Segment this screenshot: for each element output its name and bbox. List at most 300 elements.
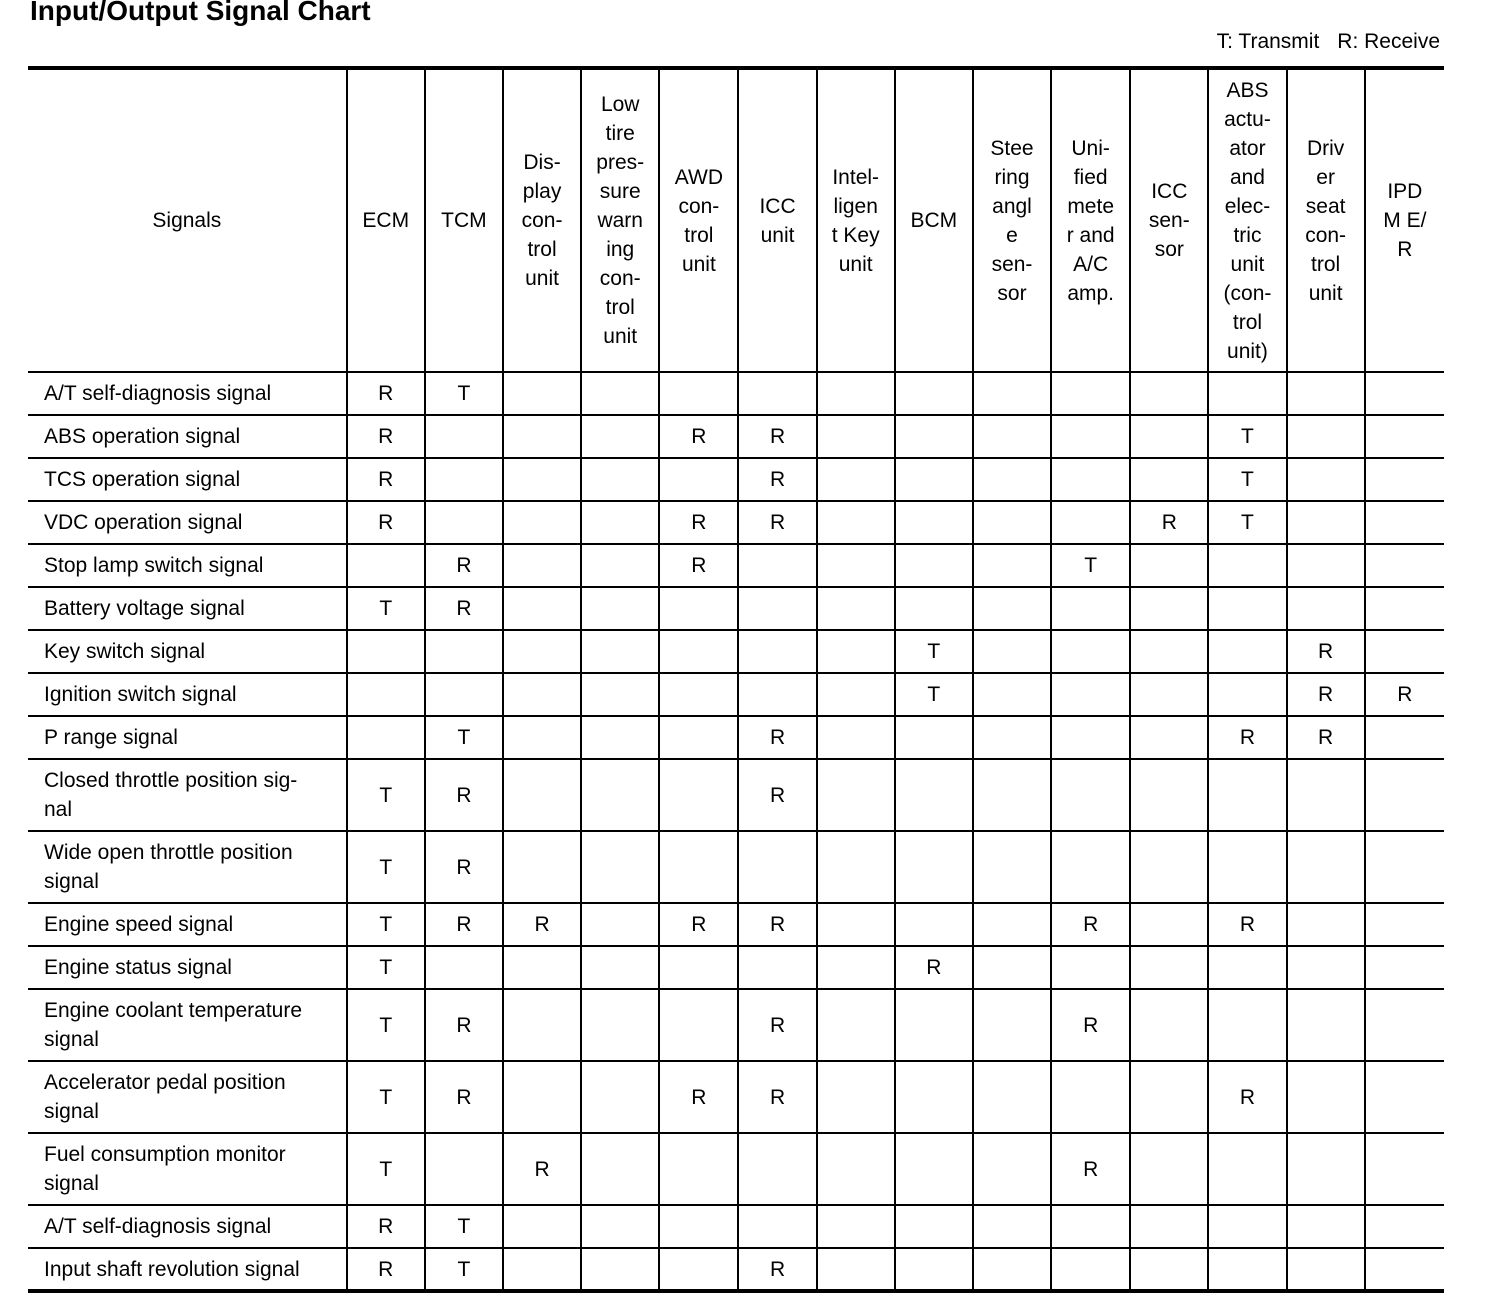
table-row	[28, 415, 1444, 458]
signal-cell	[973, 458, 1051, 501]
signal-cell	[581, 501, 659, 544]
signal-name: Input shaft revolution signal	[28, 1248, 347, 1291]
signal-cell	[895, 716, 973, 759]
signal-cell	[659, 1248, 738, 1291]
signal-cell: R	[503, 1133, 581, 1205]
signal-cell	[895, 1205, 973, 1248]
signal-name: Engine status signal	[28, 946, 347, 989]
signal-chart-table	[28, 66, 1444, 1293]
column-header-label: ABS actu- ator and elec- tric unit (con- trol unit)	[1223, 78, 1272, 363]
signal-cell	[895, 1248, 973, 1291]
table-row	[28, 501, 1444, 544]
signal-cell	[973, 716, 1051, 759]
signal-cell	[973, 903, 1051, 946]
signal-cell	[1130, 415, 1208, 458]
signal-cell	[817, 989, 895, 1061]
signal-cell	[1365, 1061, 1444, 1133]
signal-cell	[1287, 989, 1365, 1061]
signal-cell	[1051, 501, 1130, 544]
column-header	[973, 68, 1051, 372]
signal-cell	[1208, 587, 1286, 630]
signal-cell	[503, 759, 581, 831]
signal-cell	[817, 903, 895, 946]
signal-cell	[1365, 372, 1444, 415]
signal-cell	[817, 831, 895, 903]
signal-cell	[1130, 1061, 1208, 1133]
signal-cell: R	[347, 372, 425, 415]
signal-cell	[1287, 501, 1365, 544]
signal-cell	[1208, 946, 1286, 989]
signal-cell	[503, 630, 581, 673]
signal-cell	[581, 716, 659, 759]
signal-cell: T	[347, 1133, 425, 1205]
signal-cell	[895, 372, 973, 415]
signal-cell	[1208, 1205, 1286, 1248]
column-header	[347, 68, 425, 372]
signal-cell	[1130, 1205, 1208, 1248]
legend-transmit: T: Transmit	[1216, 30, 1320, 53]
signal-cell	[1130, 372, 1208, 415]
signal-cell	[659, 759, 738, 831]
signal-cell	[1051, 716, 1130, 759]
signal-cell	[347, 630, 425, 673]
signal-cell	[503, 415, 581, 458]
signal-cell	[895, 759, 973, 831]
signal-cell	[895, 544, 973, 587]
table-row	[28, 903, 1444, 946]
signal-cell: T	[347, 1061, 425, 1133]
table-row	[28, 587, 1444, 630]
signal-cell	[973, 544, 1051, 587]
signal-cell	[503, 673, 581, 716]
signal-cell	[895, 587, 973, 630]
column-header	[817, 68, 895, 372]
signal-cell: R	[659, 903, 738, 946]
signal-cell	[1208, 759, 1286, 831]
signal-cell	[817, 458, 895, 501]
signal-cell	[973, 831, 1051, 903]
signal-name: Wide open throttle position signal	[28, 831, 347, 903]
signal-cell	[659, 1133, 738, 1205]
column-header	[425, 68, 503, 372]
signal-cell	[659, 458, 738, 501]
signal-cell	[1287, 759, 1365, 831]
signal-cell: R	[738, 1061, 816, 1133]
signal-name: A/T self-diagnosis signal	[28, 1205, 347, 1248]
signal-cell: R	[425, 587, 503, 630]
signal-cell	[1130, 831, 1208, 903]
signal-cell: R	[659, 544, 738, 587]
signal-cell	[1287, 458, 1365, 501]
signal-cell	[1051, 946, 1130, 989]
signal-cell	[738, 1205, 816, 1248]
signal-cell: R	[1287, 716, 1365, 759]
signal-cell	[973, 587, 1051, 630]
signal-cell	[1051, 673, 1130, 716]
signal-cell	[1287, 415, 1365, 458]
signal-name: P range signal	[28, 716, 347, 759]
signal-cell	[659, 587, 738, 630]
signal-cell	[895, 903, 973, 946]
signal-cell: R	[659, 1061, 738, 1133]
signal-cell: R	[738, 1248, 816, 1291]
legend-receive: R: Receive	[1337, 30, 1440, 53]
signal-cell	[973, 673, 1051, 716]
signal-cell: R	[347, 1205, 425, 1248]
signal-cell	[503, 989, 581, 1061]
signal-cell: R	[1051, 989, 1130, 1061]
signal-cell	[659, 1205, 738, 1248]
signal-cell: T	[425, 716, 503, 759]
signal-cell	[659, 372, 738, 415]
signal-cell: T	[425, 1248, 503, 1291]
signal-cell	[895, 831, 973, 903]
signal-cell	[1287, 1133, 1365, 1205]
signal-cell	[1051, 1061, 1130, 1133]
column-header	[1208, 68, 1286, 372]
signal-cell	[1130, 759, 1208, 831]
signal-cell	[895, 501, 973, 544]
signal-cell	[1130, 630, 1208, 673]
signal-cell	[1130, 673, 1208, 716]
signal-cell	[503, 716, 581, 759]
signal-cell	[581, 1205, 659, 1248]
signal-cell: R	[425, 831, 503, 903]
signal-cell	[817, 673, 895, 716]
signal-cell	[817, 1133, 895, 1205]
signal-cell	[503, 1061, 581, 1133]
signal-cell: R	[347, 501, 425, 544]
signal-cell	[1051, 759, 1130, 831]
table-row	[28, 1133, 1444, 1205]
signal-cell: R	[738, 759, 816, 831]
signal-name: Ignition switch signal	[28, 673, 347, 716]
column-header-label: TCM	[441, 209, 487, 232]
table-row	[28, 946, 1444, 989]
column-header-label: Low tire pres- sure warn ing con- trol unit	[596, 93, 645, 348]
signal-cell	[1365, 903, 1444, 946]
signal-cell	[659, 946, 738, 989]
signal-name: Stop lamp switch signal	[28, 544, 347, 587]
signal-cell	[425, 946, 503, 989]
signal-cell: R	[659, 501, 738, 544]
signal-cell	[738, 946, 816, 989]
column-header	[1365, 68, 1444, 372]
signal-cell: R	[425, 544, 503, 587]
column-header	[895, 68, 973, 372]
column-header	[659, 68, 738, 372]
signal-cell	[581, 1248, 659, 1291]
signal-cell	[659, 716, 738, 759]
signal-cell: R	[1208, 716, 1286, 759]
signal-cell	[1051, 415, 1130, 458]
signal-cell	[1208, 673, 1286, 716]
signal-cell	[1287, 1061, 1365, 1133]
signal-cell	[738, 587, 816, 630]
signal-cell	[817, 544, 895, 587]
signal-cell	[1208, 989, 1286, 1061]
signal-cell	[738, 544, 816, 587]
signal-cell: R	[1051, 903, 1130, 946]
signal-cell: R	[425, 903, 503, 946]
signal-cell	[1130, 989, 1208, 1061]
signal-cell	[503, 372, 581, 415]
column-header-label: Intel- ligen t Key unit	[831, 165, 880, 276]
signal-cell	[817, 630, 895, 673]
signal-cell: R	[1208, 903, 1286, 946]
signal-cell	[503, 946, 581, 989]
signal-cell	[1130, 716, 1208, 759]
signal-name: TCS operation signal	[28, 458, 347, 501]
page-title: Input/Output Signal Chart	[30, 0, 371, 26]
signal-cell: T	[347, 903, 425, 946]
signal-cell	[1365, 544, 1444, 587]
signal-cell	[1365, 415, 1444, 458]
signal-cell	[1287, 587, 1365, 630]
signal-cell: R	[738, 989, 816, 1061]
signal-cell	[1130, 903, 1208, 946]
column-header	[738, 68, 816, 372]
signal-cell: R	[1287, 630, 1365, 673]
signal-cell	[738, 831, 816, 903]
table-row	[28, 1061, 1444, 1133]
chart-body	[28, 372, 1444, 1291]
signal-cell: R	[738, 903, 816, 946]
table-row	[28, 716, 1444, 759]
signal-name: Battery voltage signal	[28, 587, 347, 630]
signal-cell	[581, 587, 659, 630]
signal-cell	[738, 1133, 816, 1205]
signal-cell: T	[425, 1205, 503, 1248]
signal-cell	[1365, 716, 1444, 759]
signal-cell	[581, 673, 659, 716]
signal-cell	[347, 673, 425, 716]
signal-cell	[503, 458, 581, 501]
signal-cell	[817, 372, 895, 415]
signal-cell	[1208, 1133, 1286, 1205]
signal-cell	[895, 1061, 973, 1133]
signal-cell	[659, 673, 738, 716]
column-header	[1051, 68, 1130, 372]
signal-cell: R	[1287, 673, 1365, 716]
signal-cell: T	[347, 587, 425, 630]
signal-cell	[817, 1061, 895, 1133]
signal-cell	[503, 544, 581, 587]
signal-cell	[1287, 544, 1365, 587]
signal-cell	[1130, 1133, 1208, 1205]
signal-name: Key switch signal	[28, 630, 347, 673]
signal-cell: R	[1365, 673, 1444, 716]
signal-cell	[581, 1133, 659, 1205]
signal-cell: R	[347, 415, 425, 458]
signal-cell: R	[659, 415, 738, 458]
signal-cell: R	[1051, 1133, 1130, 1205]
signal-cell: T	[1208, 415, 1286, 458]
signal-cell	[503, 587, 581, 630]
signal-cell	[503, 501, 581, 544]
column-header-label: Uni- fied mete r and A/C amp.	[1066, 136, 1115, 305]
signal-cell	[581, 989, 659, 1061]
signal-cell	[1365, 458, 1444, 501]
column-header-label: IPD M E/ R	[1383, 180, 1427, 261]
signal-cell: T	[347, 989, 425, 1061]
column-header-label: Driv er seat con- trol unit	[1305, 136, 1347, 305]
signal-cell: T	[1208, 501, 1286, 544]
signal-cell	[1287, 1205, 1365, 1248]
column-header-signals	[28, 68, 347, 372]
table-row	[28, 759, 1444, 831]
column-header-label: AWD con- trol unit	[674, 165, 723, 276]
column-header	[581, 68, 659, 372]
table-row	[28, 1205, 1444, 1248]
signal-cell	[973, 946, 1051, 989]
signal-cell	[973, 372, 1051, 415]
signal-cell	[581, 1061, 659, 1133]
signal-cell: R	[347, 1248, 425, 1291]
signal-cell	[973, 1248, 1051, 1291]
signal-cell: T	[1051, 544, 1130, 587]
column-header-label: Signals	[152, 209, 222, 232]
signal-cell	[1051, 1248, 1130, 1291]
signal-cell	[425, 415, 503, 458]
signal-cell	[1208, 372, 1286, 415]
signal-cell: R	[347, 458, 425, 501]
signal-cell	[581, 831, 659, 903]
signal-cell	[1365, 1205, 1444, 1248]
signal-cell	[503, 831, 581, 903]
signal-cell: T	[425, 372, 503, 415]
signal-cell	[738, 372, 816, 415]
column-header-label: ECM	[362, 209, 410, 232]
signal-cell: R	[895, 946, 973, 989]
signal-cell	[1365, 831, 1444, 903]
signal-cell	[425, 673, 503, 716]
signal-cell	[1130, 946, 1208, 989]
signal-cell	[895, 989, 973, 1061]
signal-name: Engine coolant temperature signal	[28, 989, 347, 1061]
signal-cell	[973, 501, 1051, 544]
table-row	[28, 458, 1444, 501]
signal-cell	[817, 716, 895, 759]
signal-cell	[1051, 587, 1130, 630]
signal-cell	[1365, 989, 1444, 1061]
signal-cell	[973, 1205, 1051, 1248]
signal-cell	[817, 587, 895, 630]
table-row	[28, 989, 1444, 1061]
signal-cell	[581, 946, 659, 989]
signal-cell	[425, 1133, 503, 1205]
signal-cell	[1287, 372, 1365, 415]
signal-cell	[1287, 946, 1365, 989]
signal-name: ABS operation signal	[28, 415, 347, 458]
signal-cell	[503, 1205, 581, 1248]
signal-cell: T	[895, 673, 973, 716]
signal-cell	[1051, 831, 1130, 903]
signal-cell	[895, 458, 973, 501]
signal-cell	[738, 630, 816, 673]
table-row	[28, 831, 1444, 903]
signal-cell	[503, 1248, 581, 1291]
legend	[1217, 30, 1440, 54]
column-header-label: ICC unit	[759, 194, 796, 247]
signal-cell	[347, 544, 425, 587]
signal-cell	[1208, 831, 1286, 903]
signal-cell: R	[503, 903, 581, 946]
signal-cell	[581, 759, 659, 831]
signal-cell	[1365, 501, 1444, 544]
signal-cell	[1208, 1248, 1286, 1291]
table-row	[28, 630, 1444, 673]
signal-cell: R	[738, 415, 816, 458]
table-row	[28, 673, 1444, 716]
signal-cell	[895, 1133, 973, 1205]
signal-cell	[1287, 903, 1365, 946]
signal-cell: R	[425, 759, 503, 831]
signal-cell: R	[425, 1061, 503, 1133]
signal-name: A/T self-diagnosis signal	[28, 372, 347, 415]
signal-cell: T	[347, 946, 425, 989]
signal-cell	[581, 903, 659, 946]
signal-cell	[581, 544, 659, 587]
signal-cell	[1051, 630, 1130, 673]
signal-cell	[817, 415, 895, 458]
column-header-label: BCM	[910, 209, 958, 232]
signal-cell	[1208, 544, 1286, 587]
signal-cell	[581, 458, 659, 501]
signal-cell	[659, 630, 738, 673]
column-header	[503, 68, 581, 372]
signal-cell	[1365, 946, 1444, 989]
signal-cell	[659, 989, 738, 1061]
signal-cell	[817, 501, 895, 544]
signal-cell	[1365, 759, 1444, 831]
column-header-label: Dis- play con- trol unit	[521, 151, 563, 290]
signal-cell	[973, 1061, 1051, 1133]
column-header	[1287, 68, 1365, 372]
table-row	[28, 544, 1444, 587]
signal-cell	[1287, 831, 1365, 903]
signal-cell	[1365, 1133, 1444, 1205]
signal-cell	[973, 759, 1051, 831]
signal-cell	[1051, 1205, 1130, 1248]
signal-cell	[581, 630, 659, 673]
column-header	[1130, 68, 1208, 372]
signal-cell	[973, 989, 1051, 1061]
signal-cell	[1365, 1248, 1444, 1291]
signal-cell	[347, 716, 425, 759]
header-row	[28, 68, 1444, 372]
signal-cell	[425, 630, 503, 673]
signal-name: Accelerator pedal position signal	[28, 1061, 347, 1133]
signal-cell	[1051, 372, 1130, 415]
signal-cell	[1130, 544, 1208, 587]
signal-name: Closed throttle position sig- nal	[28, 759, 347, 831]
signal-cell: R	[1130, 501, 1208, 544]
signal-name: Engine speed signal	[28, 903, 347, 946]
table-row	[28, 372, 1444, 415]
signal-cell	[973, 630, 1051, 673]
signal-cell	[817, 946, 895, 989]
signal-cell	[738, 673, 816, 716]
signal-cell: R	[1208, 1061, 1286, 1133]
signal-name: VDC operation signal	[28, 501, 347, 544]
signal-cell	[1365, 587, 1444, 630]
signal-cell: T	[1208, 458, 1286, 501]
signal-cell	[1130, 1248, 1208, 1291]
signal-cell: R	[738, 501, 816, 544]
signal-cell	[659, 831, 738, 903]
signal-cell	[425, 501, 503, 544]
